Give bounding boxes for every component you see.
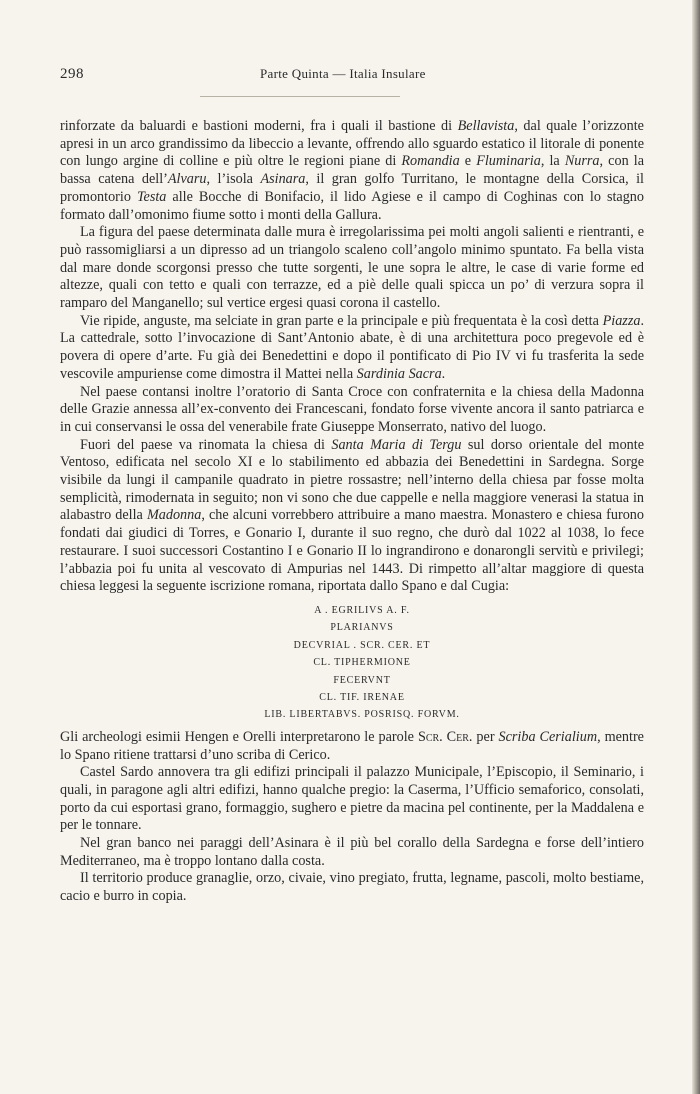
paragraph: Castel Sardo annovera tra gli edifizi principali il palazzo Municipale, l’Episcopio, il Seminario, i quali, in paragone agli altri edifizi, hanno qualche pregio: la Caserma, l’Ufficio semaforico, consolati, porto da cui esportasi grano, formaggio, sughero e pietre da macina pel continente, per la Maddalena e per le tonnare. <box>60 764 644 834</box>
paragraph: Fuori del paese va rinomata la chiesa di Santa Maria di Tergu sul dorso orientale del monte Ventoso, edificata nel secolo XI e lo stabilimento ed abbazia dei Benedettini in Sardegna. Sorge visibile da lungi il campanile quadrato in pietre rossastre; nell’interno della chiesa par fosse molta semplicità, rimodernata in seguito; non vi sono che due cappelle e nella maggiore venerasi la statua in alabastro della Madonna, che alcuni vorrebbero attribuire a mano maestra. Monastero e chiesa furono fondati dai giudici di Torres, e Gonario I, durante il suo regno, che durò dal 1022 al 1038, lo fece restaurare. I suoi successori Costantino I e Gonario II lo ingrandirono e donarongli servitù e privilegi; l’abbazia poi fu unita al vescovato di Ampurias nel 1443. Di rimpetto all’altar maggiore di questa chiesa leggesi la seguente iscrizione romana, riportata dallo Spano e dal Cugia: <box>60 436 644 595</box>
paragraph: Nel paese contansi inoltre l’oratorio di Santa Croce con confraternita e la chiesa della Madonna delle Grazie annessa all’ex-convento dei Francescani, fondato forse vivente ancora il santo patriarca e in cui conservansi le ossa del venerabile frate Giuseppe Monserrato, nativo del luogo. <box>60 383 644 435</box>
book-spine-edge <box>692 0 700 1094</box>
italic-term: Madonna <box>146 507 202 524</box>
inscription-line: FECERVNT <box>333 674 391 686</box>
running-head: Parte Quinta — Italia Insulare <box>260 66 426 81</box>
paragraph: rinforzate da baluardi e bastioni moderni, fra i quali il bastione di Bellavista, dal quale l’orizzonte apresi in un arco grandissimo da libeccio a levante, offrendo allo sguardo estatico il litorale di ponente con lungo argine di colline e più oltre le regioni piane di Romandia e Fluminaria, la Nurra, con la bassa catena dell’Alvaru, l’isola Asinara, il gran golfo Turritano, le montagne della Corsica, il promontorio Testa alle Bocche di Bonifacio, il lido Agiese e il campo di Coghinas con lo stagno formato dall’omonimo fiume sotto i monti della Gallura. <box>60 118 644 223</box>
paragraph: Vie ripide, anguste, ma selciate in gran parte e la principale e più frequentata è la così detta Piazza. La cattedrale, sotto l’invocazione di Sant’Antonio abate, è di una architettura poco pregevole ed è povera di opere d’arte. Fu già dei Benedettini e dopo il pontificato di Pio IV vi fu trasferita la sede vescovile ampuriense come dimostra il Mattei nella Sardinia Sacra. <box>60 312 644 382</box>
small-caps-term: Scr. Cer. <box>417 728 473 745</box>
inscription-line: CL. TIPHERMIONE <box>313 657 411 669</box>
header-rule <box>200 96 400 97</box>
body-text <box>60 118 644 906</box>
italic-term: Nurra <box>564 153 600 170</box>
italic-term: Alvaru <box>167 171 207 188</box>
roman-inscription <box>60 602 644 724</box>
italic-term: Scriba Cerialium <box>498 728 598 745</box>
italic-term: Fluminaria <box>476 153 541 170</box>
paragraph: Gli archeologi esimii Hengen e Orelli interpretarono le parole Scr. Cer. per Scriba Cerialium, mentre lo Spano ritiene trattarsi d’uno scriba di Cerico. <box>60 728 644 763</box>
italic-term: Asinara <box>260 171 306 188</box>
paragraph: La figura del paese determinata dalle mura è irregolarissima pei molti angoli salienti e rientranti, e può rassomigliarsi a un dipresso ad un triangolo scaleno coll’angolo minimo spuntato. Fa bella vista dal mare donde scorgonsi presso che tutte sorgenti, le une sopra le altre, le case di varie forme ed altezze, quali con tetto e quali con terrazze, ed a piè delle quali spicca un po’ di verzura sopra il ramparo del Manganello; sul vertice ergesi quasi corona il castello. <box>60 224 644 312</box>
italic-term: Sardinia Sacra <box>356 365 442 382</box>
italic-term: Santa Maria di Tergu <box>331 436 462 453</box>
inscription-line: A . EGRILIVS A. F. <box>314 604 410 616</box>
italic-term: Romandia <box>401 153 460 170</box>
italic-term: Testa <box>136 188 167 205</box>
paragraph: Il territorio produce granaglie, orzo, civaie, vino pregiato, frutta, legname, pascoli, molto bestiame, cacio e burro in copia. <box>60 870 644 905</box>
italic-term: Piazza <box>602 312 641 329</box>
inscription-line: PLARIANVS <box>330 622 394 634</box>
paragraph: Nel gran banco nei paraggi dell’Asinara è il più bel corallo della Sardegna e forse dell’intiero Mediterraneo, ma è troppo lontano dalla costa. <box>60 835 644 869</box>
page-number: 298 <box>60 66 84 82</box>
page-header <box>60 66 640 84</box>
inscription-line: LIB. LIBERTABVS. POSRISQ. FORVM. <box>264 709 460 721</box>
inscription-line: DECVRIAL . SCR. CER. ET <box>293 639 431 651</box>
italic-term: Bellavista <box>457 118 515 134</box>
inscription-line: CL. TIF. IRENAE <box>319 692 405 704</box>
